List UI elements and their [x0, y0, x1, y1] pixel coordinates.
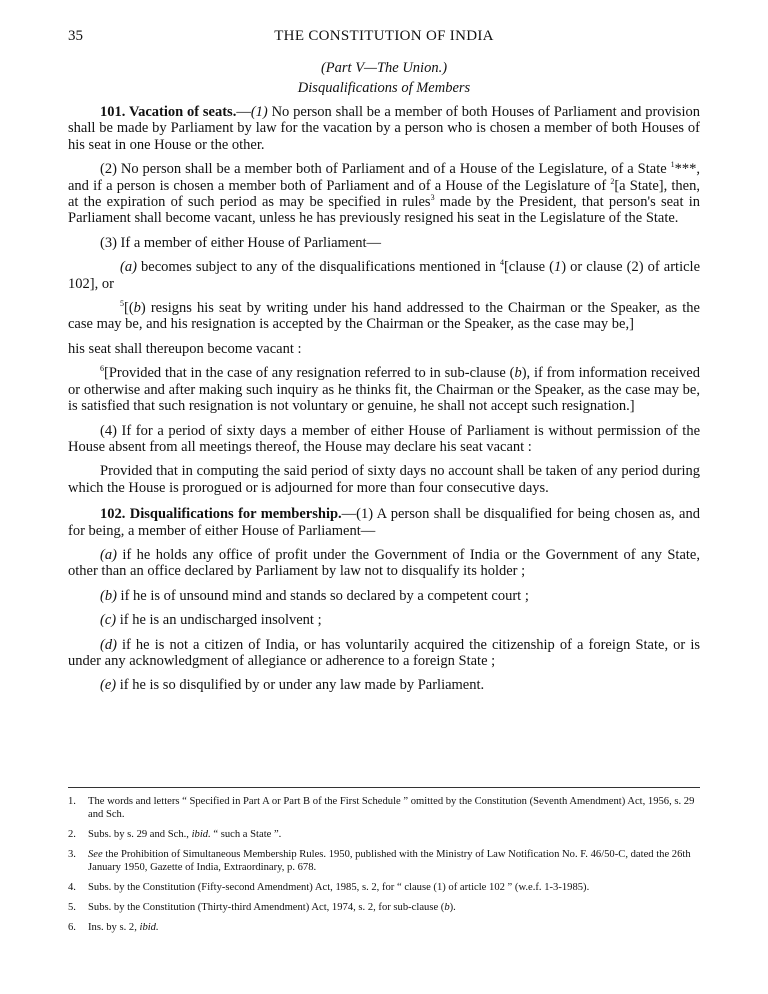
article-101-clause-1: 101. Vacation of seats.—(1) No person shall be a member of both Houses of Parliament and provision shall be made by Parliament by law for the vacation by a person who is chosen a member of both Houses of his seat in one House or the other. [68, 104, 700, 153]
article-101-clause-3b: $^5$[(b) resigns his seat by writing under his hand addressed to the Chairman or the Speaker, as the case may be, and his resignation is accepted by the Chairman or the Speaker, as the case may be,] [68, 299, 700, 333]
page-number: 35 [68, 28, 83, 44]
article-101-clause-3a: (a) becomes subject to any of the disqualifications mentioned in $^4$[clause (1) or clause (2) of article 102], or [68, 258, 701, 292]
article-102-item: (a) if he holds any office of profit under the Government of India or the Government of any State, other than an office declared by Parliament by law not to disqualify its holder ; [68, 546, 700, 580]
footnote-ref-1: 1 [670, 160, 675, 170]
article-101-clause-3-tail: his seat shall thereupon become vacant : [68, 340, 302, 357]
article-102-item: (d) if he is not a citizen of India, or has voluntarily acquired the citizenship of a foreign State, or is under any acknowledgment of allegiance or adherence to a foreign State ; [68, 636, 700, 669]
footnote-ref-5: 5 [120, 299, 124, 309]
footnote: 5. Subs. by the Constitution (Thirty-third Amendment) Act, 1974, s. 2, for sub-clause (b). [68, 902, 456, 913]
footnote: 4. Subs. by the Constitution (Fifty-second Amendment) Act, 1985, s. 2, for “ clause (1) of article 102 ” (w.e.f. 1-3-1985). [68, 882, 590, 893]
article-102-heading: 102. Disqualifications for membership. [100, 506, 342, 523]
article-101-clause-4-proviso: Provided that in computing the said period of sixty days no account shall be taken of any period during which the House is prorogued or is adjourned for more than four consecutive days. [68, 463, 700, 496]
article-102-clause-1: 102. Disqualifications for membership.—(1) A person shall be disqualified for being chosen as, and for being, a member of either House of Parliament— [68, 506, 700, 539]
article-101-clause-2: (2) No person shall be a member both of Parliament and of a House of the Legislature, of a State $^1$***, and if a person is chosen a member both of Parliament and of a House of the Legislature of $^2$[a State], then, at the expiration of such period as may be specified in rules$^3$ made by the President, that person's seat in Parliament shall become vacant, unless he has previously resigned his seat in the Legislature of the State. [68, 160, 700, 227]
article-101-clause-3-intro: (3) If a member of either House of Parliament— [100, 234, 382, 251]
footnote-divider [68, 787, 700, 788]
running-header [68, 24, 700, 46]
footnote: 2. Subs. by s. 29 and Sch., ibid. “ such a State ”. [68, 829, 282, 840]
part-heading: (Part V—The Union.) [320, 60, 448, 76]
footnote: 3. See the Prohibition of Simultaneous Membership Rules. 1950, published with the Ministry of Law Notification No. F. 46/50-C, dated the 26th January 1950, Gazette of India, Extraordinary, p. 678. [68, 849, 691, 873]
footnotes [68, 795, 700, 941]
document-page [68, 24, 701, 933]
section-heading: Disqualifications of Members [297, 80, 471, 96]
running-title: THE CONSTITUTION OF INDIA [274, 28, 494, 44]
footnote-ref-2: 2 [610, 176, 615, 186]
footnote: 1. The words and letters “ Specified in Part A or Part B of the First Schedule ” omitted by the Constitution (Seventh Amendment) Act, 1956, s. 29 and Sch. [68, 796, 695, 820]
article-101-clause-4: (4) If for a period of sixty days a member of either House of Parliament is without permission of the House absent from all meetings thereof, the House may declare his seat vacant : [68, 422, 700, 455]
article-101-heading: 101. Vacation of seats. [100, 104, 237, 120]
article-102-item: (e) if he is so disqulified by or under any law made by Parliament. [100, 677, 485, 694]
article-102-item: (c) if he is an undischarged insolvent ; [100, 612, 322, 629]
footnote: 6. Ins. by s. 2, ibid. [68, 922, 159, 933]
footnote-ref-6: 6 [100, 364, 104, 374]
footnote-ref-3: 3 [430, 193, 435, 203]
article-102-item: (b) if he is of unsound mind and stands so declared by a competent court ; [100, 587, 529, 604]
footnote-ref-4: 4 [499, 258, 504, 268]
article-101-proviso: $^6$[Provided that in the case of any resignation referred to in sub-clause (b), if from information received or otherwise and after making such inquiry as he thinks fit, the Chairman or the Speaker, as the case may be, is satisfied that such resignation is not voluntary or genuine, he shall not accept such resignation.] [68, 364, 700, 415]
